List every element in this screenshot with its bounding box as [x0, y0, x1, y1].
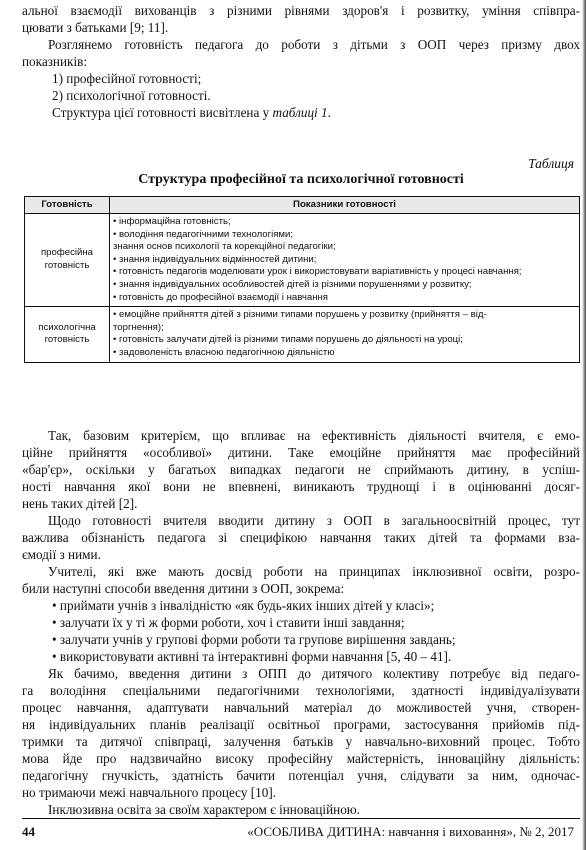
- text-line: «бар'єр», оскільки у багатьох випадках педагоги не сприймають дитину, в успіш-: [22, 462, 580, 477]
- text-line: ня індивідуальних планів реалізації освітньої програми, застосування прийомів під-: [22, 717, 580, 732]
- text-line: но тримаючи межі навчального процесу [10].: [22, 785, 277, 800]
- indicator-item: • інформаційна готовність;: [113, 216, 231, 227]
- indicator-item: • готовність до професійної взаємодії і навчання: [113, 291, 329, 303]
- indicator-item: • задоволеність власною педагогічною діяльністю: [113, 346, 335, 358]
- indicator-item: • готовність залучати дітей із різними типами порушень до діяльності на уроці;: [113, 334, 463, 346]
- readiness-table: [24, 196, 580, 363]
- text-line: Щодо готовності вчителя вводити дитину з ООП в загальноосвітній процес, тут: [48, 513, 580, 528]
- text-line: [52, 104, 331, 121]
- scan-edge-shadow: [582, 0, 586, 850]
- table-caption: Таблиця: [528, 156, 574, 171]
- text-line: ємодії з ними.: [22, 547, 101, 562]
- indicator-item: знання основ психології та корекційної педагогіки;: [113, 241, 336, 253]
- column-header: Готовність: [25, 197, 110, 214]
- text-run: Структура цієї готовності висвітлена у: [52, 105, 273, 120]
- bullet-item: • залучати учнів у групові форми роботи та групове вирішення завдань;: [52, 632, 456, 647]
- indicator-item: • знання індивідуальних особливостей дітей із різними порушеннями у розвитку;: [113, 278, 472, 290]
- text-line: педагогічну гнучкість, здатність бачити потенціал учня, слідувати за ним, одночас-: [22, 768, 580, 783]
- table-title: Структура професійної та психологічної готовності: [138, 172, 464, 187]
- text-line: ційне прийняття «особливої» дитини. Таке емоційне прийняття має професійний: [22, 445, 580, 460]
- text-line: тримки та дитячої співпраці, залучення батьків у навчально-виховний процес. Тобто: [22, 734, 580, 749]
- text-line: Так, базовим критерієм, що впливає на ефективність діяльності вчителя, є емо-: [48, 428, 580, 443]
- text-run: .: [327, 105, 331, 120]
- row-values: [110, 214, 580, 307]
- text-line: били наступні способи введення дитини з ООП, зокрема:: [22, 581, 345, 596]
- bullet-item: • використовувати активні та інтерактивні форми навчання [5, 40 – 41].: [52, 649, 452, 664]
- text-line: ності навчання якої вони не впевнені, виникають труднощі і в оцінюванні досяг-: [22, 479, 580, 494]
- text-line: мова йде про надзвичайно високу професійну майстерність, інноваційну діяльність:: [22, 751, 580, 766]
- column-header: Показники готовності: [110, 197, 580, 214]
- indicator-item: • знання індивідуальних відмінностей дитини;: [113, 253, 317, 265]
- text-line: нень таких дітей [2].: [22, 496, 138, 511]
- indicator-item: • володіння педагогічними технологіями;: [113, 228, 294, 240]
- list-item: 2) психологічної готовності.: [52, 88, 211, 103]
- bullet-item: • приймати учнів з інвалідністю «як будь-яких інших дітей у класі»;: [52, 598, 435, 613]
- text-line: Як бачимо, введення дитини з ОПП до дитячого колективу потребує від педаго-: [48, 666, 580, 681]
- bullet-item: • залучати їх у ті ж форми роботи, хоч і ставити інші завдання;: [52, 615, 405, 630]
- indicator-item: • готовність педагогів моделювати урок і використовувати варіативність у процесі навчання;: [113, 266, 522, 278]
- text-line: га володіння спеціальними педагогічними технологіями, здатності індивідуалізувати: [22, 683, 580, 698]
- list-item: 1) професійної готовності;: [52, 71, 202, 86]
- text-line: процес навчання, адаптувати навчальний матеріал до можливостей учня, створен-: [22, 700, 580, 715]
- text-line: Учителі, які вже мають досвід роботи на принципах інклюзивної освіти, розро-: [48, 564, 580, 579]
- row-key: психологічна готовність: [25, 307, 110, 362]
- journal-title: «ОСОБЛИВА ДИТИНА: навчання і виховання», № 2, 2017: [247, 824, 574, 839]
- text-line: альної взаємодії вихованців з різними рівнями здоров'я і розвитку, уміння співпра-: [22, 3, 580, 18]
- text-line: Розглянемо готовність педагога до роботи з дітьми з ООП через призму двох: [48, 37, 580, 52]
- text-line: Інклюзивна освіта за своїм характером є інноваційною.: [48, 802, 360, 817]
- row-values: [110, 307, 580, 362]
- indicator-item: торгнення);: [113, 321, 164, 333]
- footer-rule: [22, 818, 580, 819]
- table-reference: таблиці 1: [272, 105, 328, 120]
- table-header-row: [25, 197, 580, 214]
- text-line: показників:: [22, 54, 87, 69]
- page-number: 44: [22, 824, 35, 839]
- indicator-item: • емоційне прийняття дітей з різними типами порушень у розвитку (прийняття – від-: [113, 309, 487, 321]
- row-key: професійна готовність: [25, 214, 110, 307]
- text-line: цювати з батьками [9; 11].: [22, 20, 169, 35]
- text-line: важлива обізнаність педагога зі специфікою навчання таких дітей та формами вза-: [22, 530, 580, 545]
- table-row: [25, 214, 580, 307]
- table-row: [25, 307, 580, 362]
